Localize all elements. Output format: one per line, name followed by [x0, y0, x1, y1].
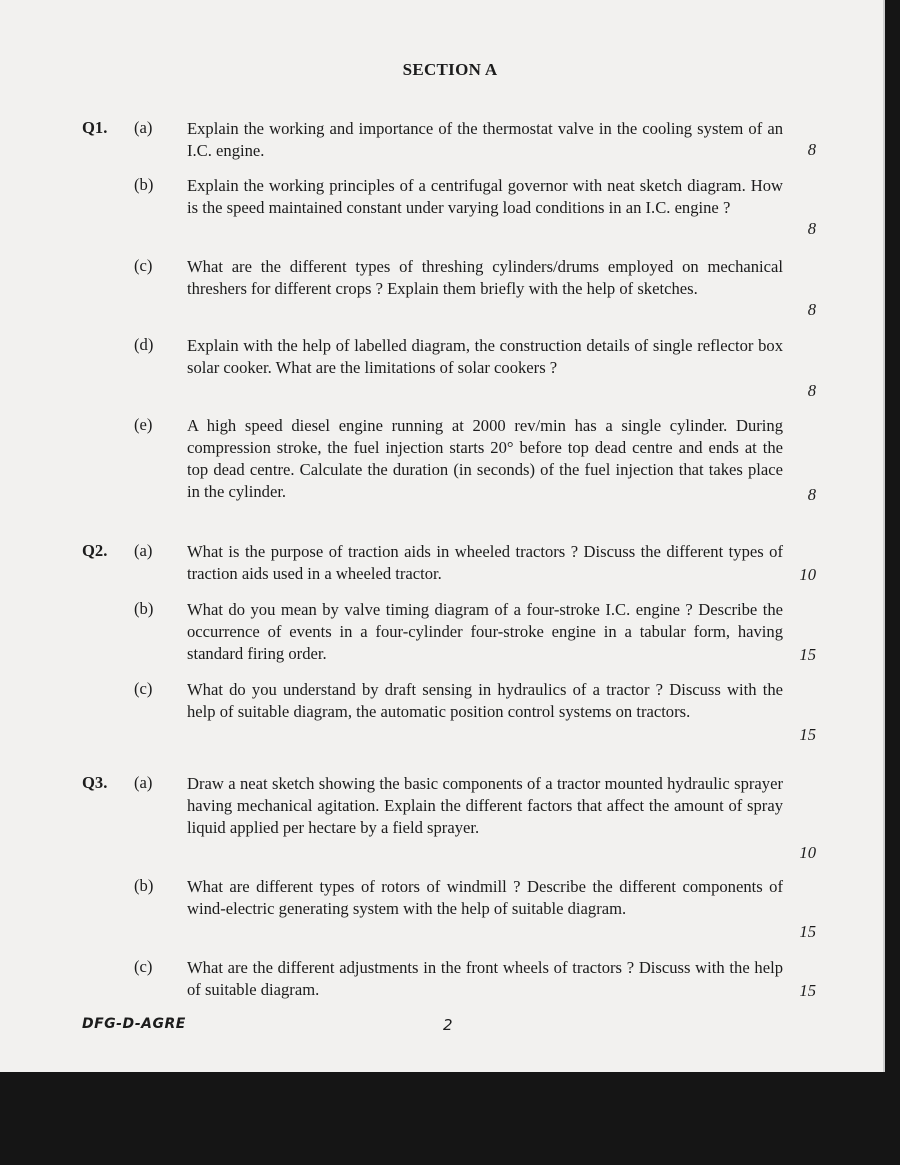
part-label: (e): [134, 415, 153, 434]
part-label: (c): [134, 957, 153, 976]
part-text: What are different types of rotors of windmill ? Describe the different components of wind-electric generating system with the help of suitable diagram.: [187, 877, 783, 918]
part-text: What are the different types of threshing cylinders/drums employed on mechanical threshers for different crops ? Explain them briefly with the help of sketches.: [187, 257, 783, 298]
part-text: Draw a neat sketch showing the basic components of a tractor mounted hydraulic sprayer having mechanical agitation. Explain the different factors that affect the amount of spray liquid applied per hectare by a field sprayer.: [187, 774, 783, 837]
page-number: 2: [443, 1016, 453, 1034]
paper-code: DFG-D-AGRE: [82, 1016, 186, 1032]
question-number: Q2.: [82, 541, 108, 560]
part-marks: 8: [807, 300, 816, 319]
part-text: What do you mean by valve timing diagram of a four-stroke I.C. engine ? Describe the occurrence of events in a four-cylinder four-stroke engine in a tabular form, having standard firing order.: [187, 600, 783, 663]
section-title: SECTION A: [402, 60, 498, 79]
question-number: Q3.: [82, 773, 108, 792]
part-text: What are the different adjustments in the front wheels of tractors ? Discuss with the help of suitable diagram.: [187, 958, 783, 999]
question-number: Q1.: [82, 118, 108, 137]
part-text: Explain with the help of labelled diagram, the construction details of single reflector box solar cooker. What are the limitations of solar cookers ?: [187, 336, 783, 377]
part-label: (b): [134, 599, 154, 618]
part-marks: 10: [799, 843, 816, 862]
part-marks: 8: [807, 381, 816, 400]
part-marks: 10: [799, 565, 816, 584]
part-label: (a): [134, 118, 153, 137]
part-marks: 15: [799, 645, 816, 664]
part-label: (d): [134, 335, 154, 354]
part-marks: 15: [799, 922, 816, 941]
part-label: (b): [134, 876, 154, 895]
part-text: Explain the working principles of a centrifugal governor with neat sketch diagram. How is the speed maintained constant under varying load conditions in an I.C. engine ?: [187, 176, 783, 217]
part-label: (a): [134, 773, 153, 792]
part-marks: 8: [807, 219, 816, 238]
part-label: (b): [134, 175, 154, 194]
part-label: (c): [134, 256, 153, 275]
part-label: (c): [134, 679, 153, 698]
part-marks: 15: [799, 725, 816, 744]
part-marks: 8: [807, 140, 816, 159]
part-marks: 8: [807, 485, 816, 504]
part-marks: 15: [799, 981, 816, 1000]
part-text: A high speed diesel engine running at 2000 rev/min has a single cylinder. During compression stroke, the fuel injection starts 20° before top dead centre and ends at the top dead centre. Calculate the duration (in seconds) of the fuel injection that takes place in the cylinder.: [187, 416, 783, 501]
part-text: What do you understand by draft sensing in hydraulics of a tractor ? Discuss with the help of suitable diagram, the automatic position control systems on tractors.: [187, 680, 783, 721]
part-label: (a): [134, 541, 153, 560]
part-text: Explain the working and importance of the thermostat valve in the cooling system of an I.C. engine.: [187, 119, 783, 160]
part-text: What is the purpose of traction aids in wheeled tractors ? Discuss the different types of traction aids used in a wheeled tractor.: [187, 542, 783, 583]
